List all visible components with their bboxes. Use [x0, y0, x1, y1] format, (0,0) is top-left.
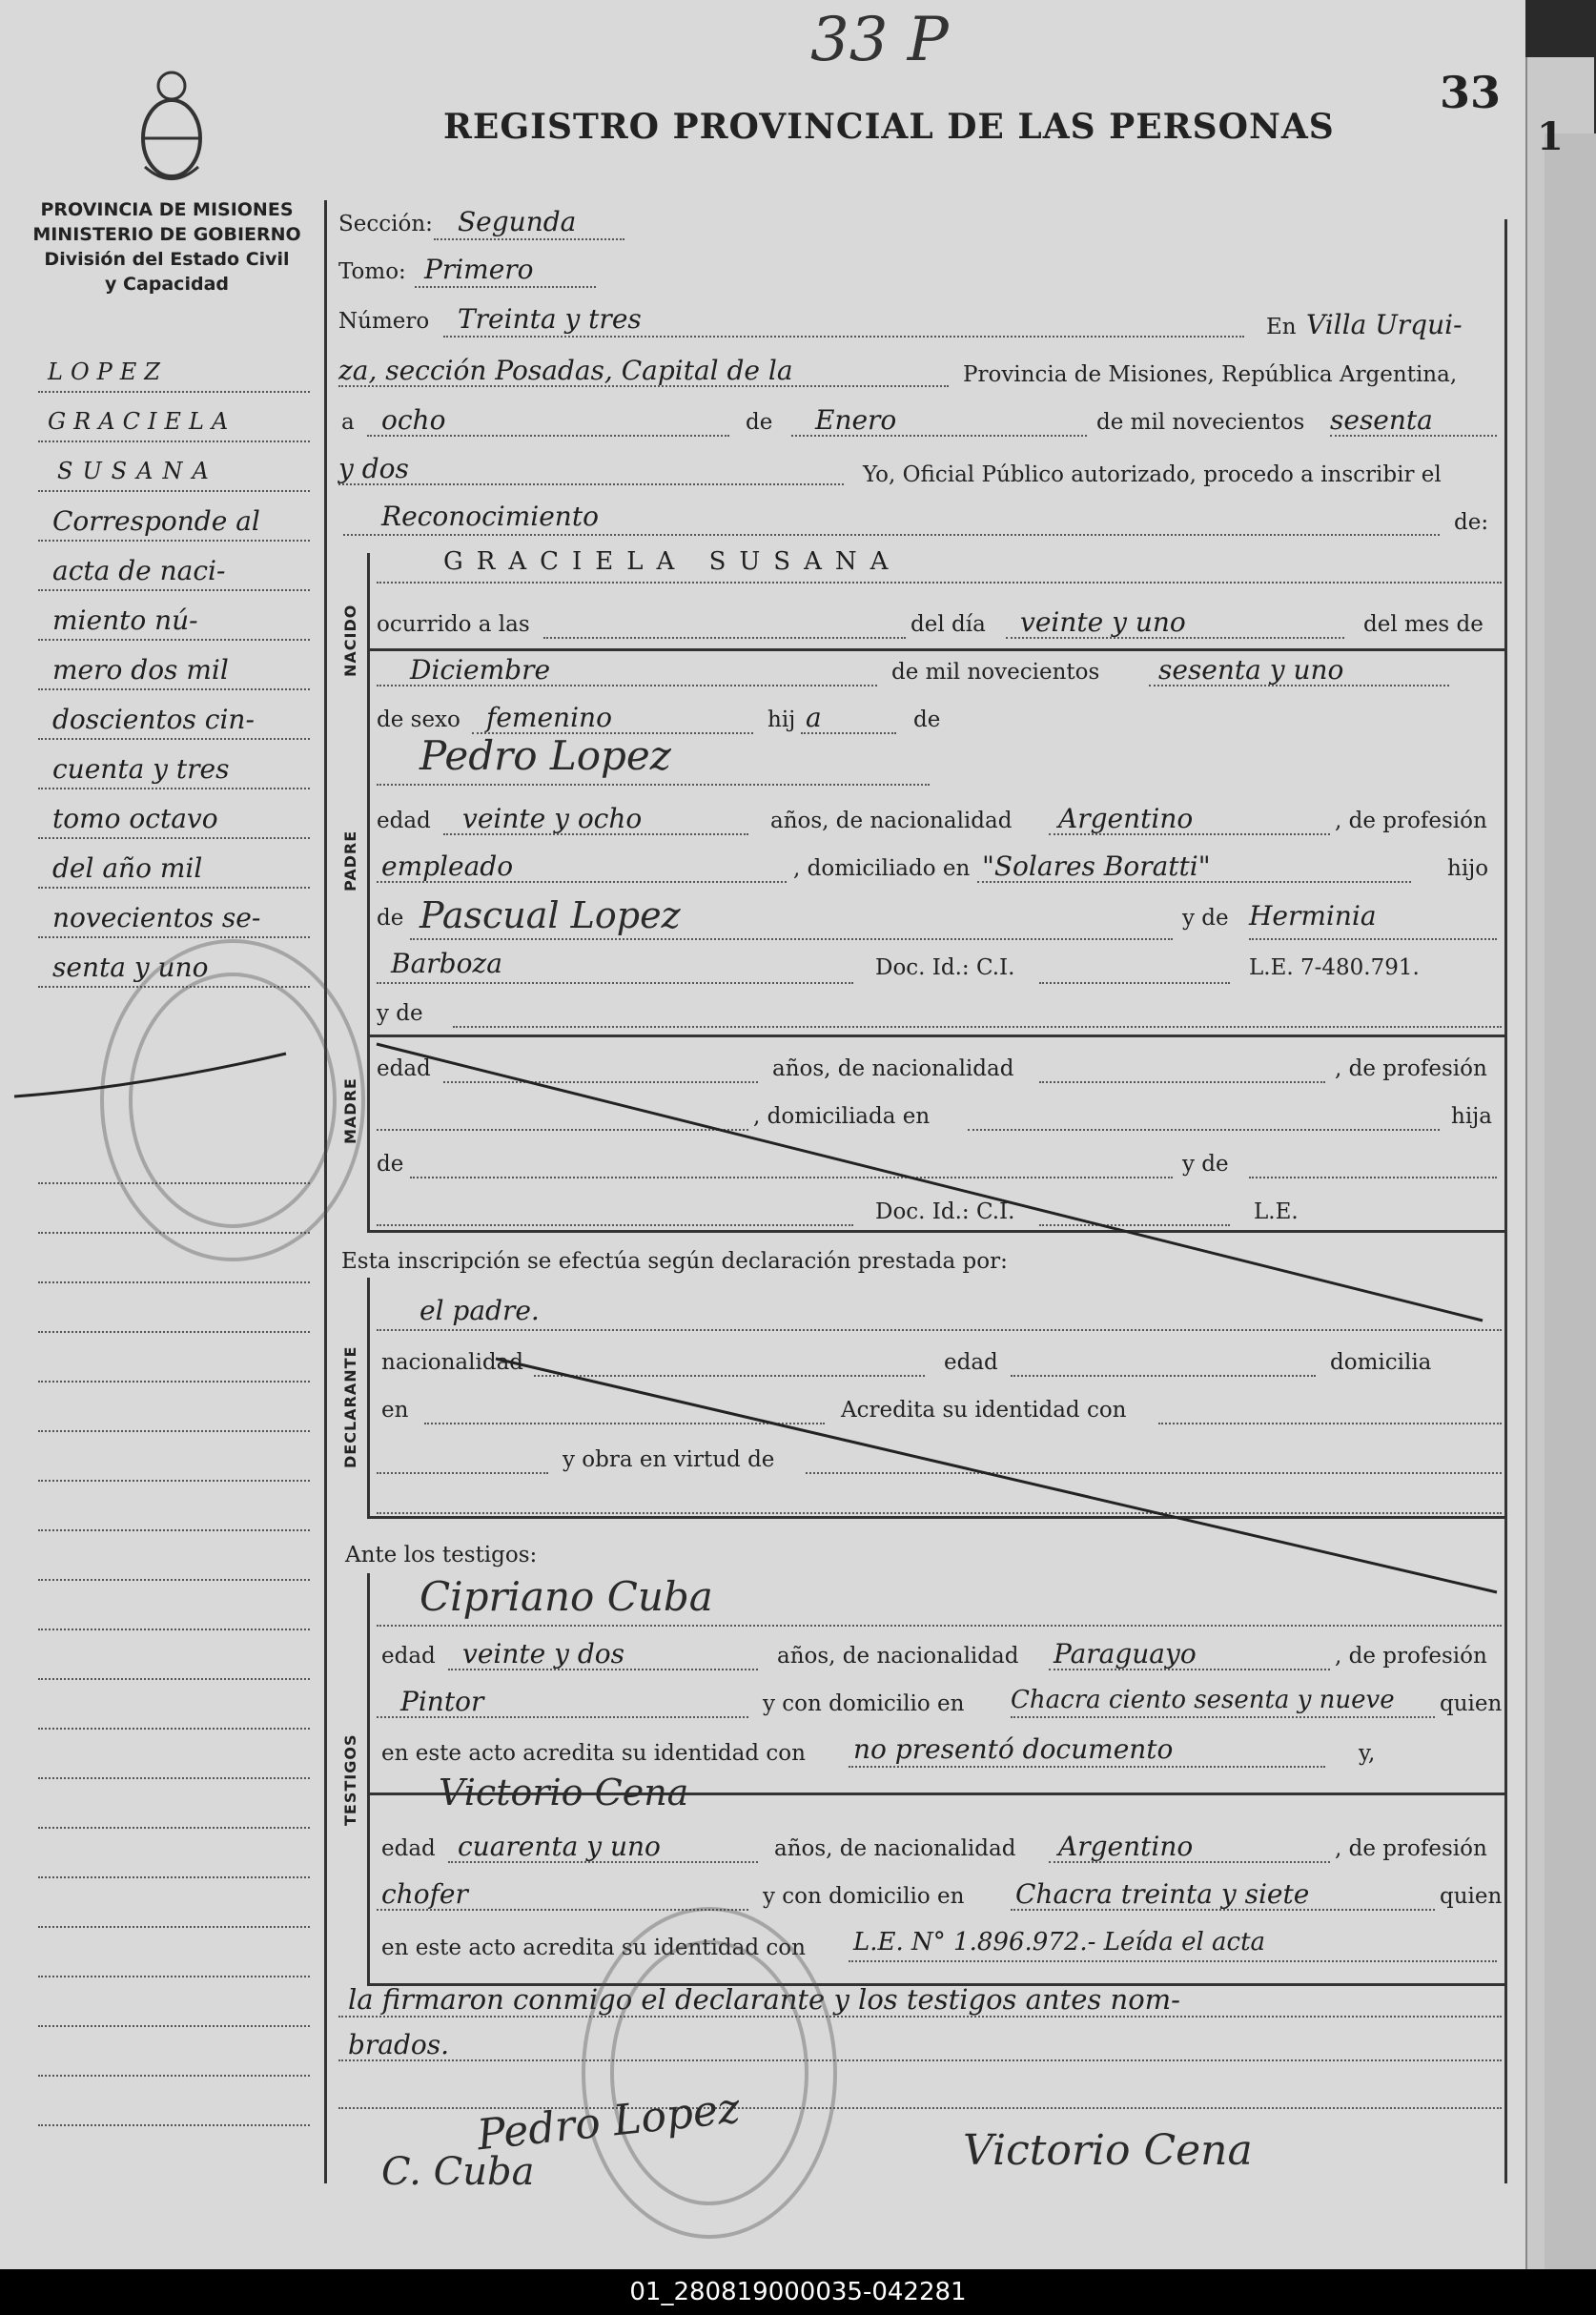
testigo2-prof: chofer [381, 1878, 468, 1910]
testigo1-edad-label: edad [381, 1644, 436, 1669]
padre-prof-label: , de profesión [1335, 809, 1487, 833]
sexo-value: femenino [486, 702, 612, 733]
madre-hija-label: hija [1451, 1104, 1493, 1129]
day-value: ocho [381, 404, 446, 436]
oficial-text: Yo, Oficial Público autorizado, procedo a inscribir el [863, 462, 1442, 487]
padre-dom-label: , domiciliado en [793, 856, 971, 881]
testigo1-nac: Paraguayo [1054, 1638, 1197, 1670]
padre-label: PADRE [341, 830, 359, 891]
hij-label: hij [767, 707, 796, 732]
nacido-month: Diciembre [410, 654, 551, 686]
page-number: 33 [1440, 67, 1502, 118]
closing-line-2: brados. [348, 2029, 450, 2060]
padre-name: Pedro Lopez [419, 732, 671, 779]
declarante-strike-line [477, 1349, 1525, 1602]
padre-nac-value: Argentino [1058, 803, 1194, 834]
testigo2-name: Victorio Cena [439, 1772, 689, 1813]
margin-note-line-9: cuenta y tres [52, 753, 230, 785]
padre-edad-value: veinte y ocho [462, 803, 643, 834]
month-value: Enero [815, 404, 897, 436]
margin-mark: 1 [1537, 114, 1564, 159]
testigo1-quien-label: quien [1440, 1691, 1503, 1716]
madre-le-label: L.E. [1254, 1199, 1299, 1224]
numero-label: Número [338, 309, 430, 334]
testigo1-edad: veinte y dos [462, 1638, 624, 1670]
testigo1-prof: Pintor [400, 1686, 484, 1717]
section-divider-testigos [367, 1573, 370, 1983]
testigo2-quien-label: quien [1440, 1884, 1503, 1909]
margin-note-line-2: GRACIELA [48, 408, 236, 435]
margin-note-line-7: mero dos mil [52, 654, 229, 686]
scan-footer-id: 01_280819000035-042281 [0, 2269, 1596, 2315]
de-colon: de: [1454, 510, 1489, 535]
nacido-year: sesenta y uno [1158, 654, 1344, 686]
org-province: PROVINCIA DE MISIONES [40, 199, 294, 220]
margin-note-line-10: tomo octavo [52, 803, 218, 834]
signature-pedro-lopez: Pedro Lopez [475, 2083, 743, 2161]
padre-mother-surname: Barboza [391, 948, 502, 979]
declarante-label: DECLARANTE [341, 1345, 359, 1468]
testigo2-edad-label: edad [381, 1836, 436, 1861]
testigo2-nac-label: años, de nacionalidad [774, 1836, 1016, 1861]
margin-note-line-3: SUSANA [57, 458, 218, 484]
en-label: En [1266, 315, 1297, 339]
del-dia-label: del día [911, 612, 986, 637]
margin-note-line-6: miento nú- [52, 604, 198, 636]
testigo1-prof-label: , de profesión [1335, 1644, 1487, 1669]
tomo-label: Tomo: [338, 259, 406, 284]
padre-prof-value: empleado [381, 850, 514, 882]
padre-edad-label: edad [377, 809, 431, 833]
declarante-en-label: en [381, 1398, 409, 1423]
madre-y-de-label: y de [377, 1001, 423, 1026]
testigo2-dom: Chacra treinta y siete [1015, 1878, 1310, 1910]
rule-nacido-padre [367, 648, 1504, 651]
testigos-label: TESTIGOS [341, 1733, 359, 1826]
en-value: Villa Urqui- [1306, 309, 1463, 340]
org-ministry: MINISTERIO DE GOBIERNO [32, 224, 301, 245]
signature-victorio-cena: Victorio Cena [963, 2126, 1253, 2175]
declarante-dom-label: domicilia [1330, 1350, 1432, 1375]
declarante-value: el padre. [419, 1295, 540, 1326]
declarante-edad-label: edad [944, 1350, 998, 1375]
testigo1-id: no presentó documento [853, 1733, 1174, 1765]
margin-note-line-5: acta de naci- [52, 555, 226, 586]
madre-de-label: de [377, 1152, 404, 1177]
sexo-label: de sexo [377, 707, 460, 732]
margin-note-line-4: Corresponde al [52, 505, 260, 537]
year-prefix: de mil novecientos [1096, 410, 1305, 435]
padre-doc-label: Doc. Id.: C.I. [875, 955, 1015, 980]
numero-value: Treinta y tres [458, 303, 642, 335]
org-capacity: y Capacidad [105, 274, 229, 295]
margin-note-line-11: del año mil [52, 852, 203, 884]
padre-y-de-label: y de [1182, 906, 1229, 931]
padre-nac-label: años, de nacionalidad [770, 809, 1013, 833]
madre-label: MADRE [341, 1077, 359, 1144]
year-value: sesenta [1330, 404, 1433, 436]
declarante-intro: Esta inscripción se efectúa según declaración prestada por: [341, 1249, 1008, 1274]
nacido-label: NACIDO [341, 604, 359, 677]
testigo1-dom-label: y con domicilio en [763, 1691, 965, 1716]
declarante-nac-label: nacionalidad [381, 1350, 524, 1375]
madre-doc-label: Doc. Id.: C.I. [875, 1199, 1015, 1224]
testigo1-nac-label: años, de nacionalidad [777, 1644, 1019, 1669]
closing-line-1: la firmaron conmigo el declarante y los testigos antes nom- [348, 1983, 1180, 2016]
org-block [19, 197, 315, 297]
testigo2-acredita-label: en este acto acredita su identidad con [381, 1936, 806, 1960]
hij-value: a [806, 702, 822, 733]
org-division: División del Estado Civil [44, 249, 290, 270]
de-label: de [746, 410, 773, 435]
padre-hijo-label: hijo [1447, 856, 1489, 881]
nacido-year-prefix: de mil novecientos [891, 660, 1100, 685]
a-label: a [341, 410, 355, 435]
testigo2-nac: Argentino [1058, 1831, 1194, 1862]
testigo2-edad: cuarenta y uno [458, 1831, 661, 1862]
testigo1-y-label: y, [1359, 1741, 1376, 1766]
nacido-name: GRACIELA SUSANA [443, 547, 902, 576]
place-value: za, sección Posadas, Capital de la [338, 355, 793, 386]
margin-note-line-12: novecientos se- [52, 902, 261, 933]
nacido-day: veinte y uno [1020, 606, 1186, 638]
ocurrido-label: ocurrido a las [377, 612, 530, 637]
nacido-de-label: de [913, 707, 941, 732]
madre-nac-label: años, de nacionalidad [772, 1056, 1014, 1081]
margin-note-line-1: LOPEZ [48, 359, 168, 385]
provincia-text: Provincia de Misiones, República Argentina, [963, 362, 1458, 387]
seccion-value: Segunda [458, 206, 577, 237]
testigo2-prof-label: , de profesión [1335, 1836, 1487, 1861]
madre-prof-label: , de profesión [1335, 1056, 1487, 1081]
testigo1-name: Cipriano Cuba [419, 1573, 713, 1620]
padre-de-label: de [377, 906, 404, 931]
del-mes-label: del mes de [1363, 612, 1483, 637]
madre-edad-label: edad [377, 1056, 431, 1081]
testigo1-dom: Chacra ciento sesenta y nueve [1011, 1686, 1395, 1714]
testigo1-acredita-label: en este acto acredita su identidad con [381, 1741, 806, 1766]
tomo-value: Primero [424, 254, 534, 285]
document-title: REGISTRO PROVINCIAL DE LAS PERSONAS [443, 107, 1335, 147]
coat-of-arms-icon [133, 57, 210, 191]
signature-cuba: C. Cuba [381, 2150, 535, 2194]
underlying-page-edge-2 [1545, 133, 1596, 2269]
madre-dom-label: , domiciliada en [753, 1104, 931, 1129]
padre-mother-name: Herminia [1249, 900, 1377, 932]
margin-strike-line [0, 1001, 381, 1116]
testigos-intro: Ante los testigos: [345, 1543, 538, 1567]
official-stamp-bottom-inner [610, 1940, 808, 2205]
margin-note-line-8: doscientos cin- [52, 704, 255, 735]
madre-y-de-label-2: y de [1182, 1152, 1229, 1177]
testigo2-id: L.E. N° 1.896.972.- Leída el acta [853, 1928, 1266, 1956]
padre-father-name: Pascual Lopez [419, 894, 681, 936]
declarante-acredita-label: Acredita su identidad con [841, 1398, 1127, 1423]
padre-dom-value: "Solares Boratti" [982, 850, 1211, 882]
margin-note-line-13: senta y uno [52, 952, 209, 983]
madre-strike-line [367, 1035, 1511, 1330]
handwritten-folio: 33 P [810, 5, 949, 75]
declarante-obra-label: y obra en virtud de [563, 1447, 775, 1472]
padre-le-value: L.E. 7-480.791. [1249, 955, 1420, 980]
testigo2-dom-label: y con domicilio en [763, 1884, 965, 1909]
year-value-2: y dos [338, 453, 409, 484]
acto-value: Reconocimiento [381, 501, 599, 532]
seccion-label: Sección: [338, 212, 433, 236]
